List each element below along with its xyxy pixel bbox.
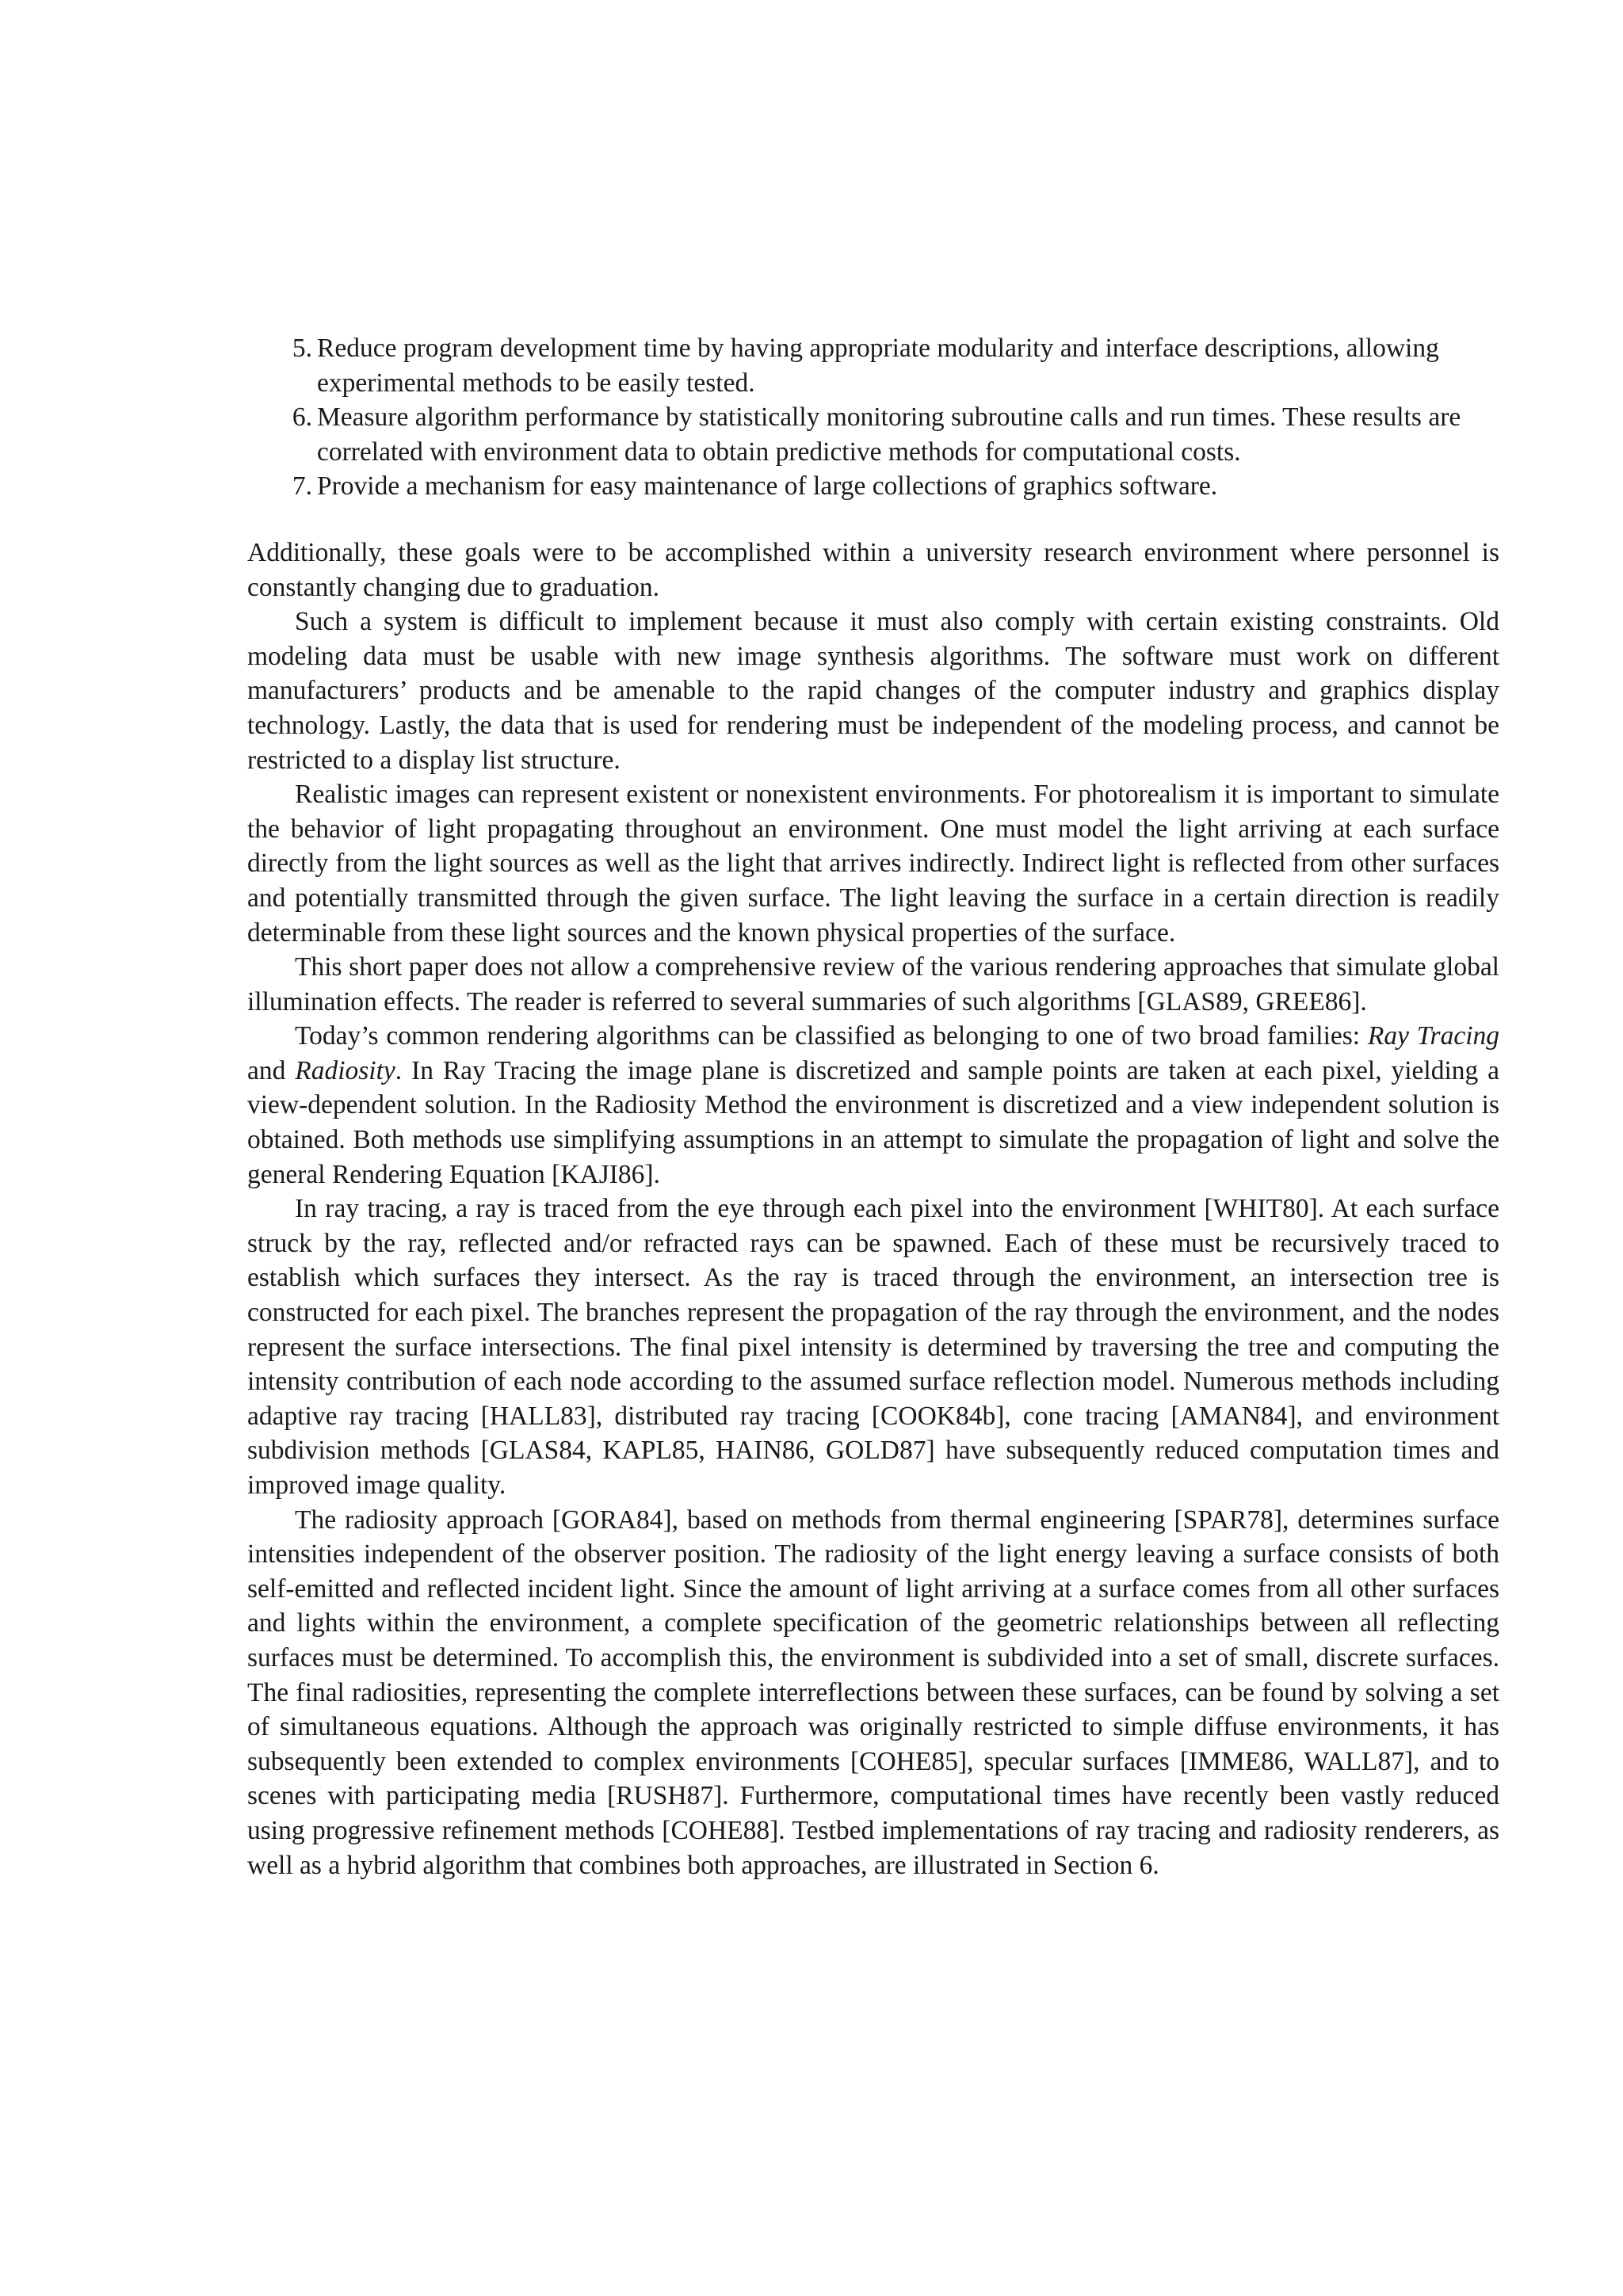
emphasis-radiosity: Radiosity bbox=[295, 1055, 395, 1085]
paragraph-radiosity: The radiosity approach [GORA84], based on methods from thermal engineering [SPAR78], determines surface intensities independent of the observer position. The radiosity of the light energy leaving a surface consists of both self-emitted and reflected incident light. Since the amount of light arriving at a surface comes from all other surfaces and lights within the environment, a complete specification of the geometric relationships between all reflecting surfaces must be determined. To accomplish this, the environment is subdivided into a set of small, discrete surfaces. The final radiosities, representing the complete interreflections between these surfaces, can be found by solving a set of simultaneous equations. Although the approach was originally restricted to simple diffuse environments, it has subsequently been extended to complex environments [COHE85], specular surfaces [IMME86, WALL87], and to scenes with participating media [RUSH87]. Furthermore, computational times have recently been vastly reduced using progressive refinement methods [COHE88]. Testbed implementations of ray tracing and radiosity renderers, as well as a hybrid algorithm that combines both approaches, are illustrated in Section 6. bbox=[247, 1505, 1499, 1880]
list-text: Provide a mechanism for easy maintenance of large collections of graphics software. bbox=[317, 471, 1218, 502]
list-number: 5. bbox=[292, 334, 312, 363]
goals-list bbox=[247, 331, 1499, 504]
text-span: and bbox=[247, 1055, 286, 1085]
list-item bbox=[247, 331, 1499, 400]
list-text: Reduce program development time by having appropriate modularity and interface descriptions, allowing experimental methods to be easily tested. bbox=[317, 334, 1439, 398]
paragraph-ray-tracing: In ray tracing, a ray is traced from the eye through each pixel into the environment [WHIT80]. At each surface struck by the ray, reflected and/or refracted rays can be spawned. Each of these must be recursively traced to establish which surfaces they intersect. As the ray is traced through the environment, an intersection tree is constructed for each pixel. The branches represent the propagation of the ray through the environment, and the nodes represent the surface intersections. The final pixel intensity is determined by traversing the tree and computing the intensity contribution of each node according to the assumed surface reflection model. Numerous methods including adaptive ray tracing [HALL83], distributed ray tracing [COOK84b], cone tracing [AMAN84], and environment subdivision methods [GLAS84, KAPL85, HAIN86, GOLD87] have subsequently reduced computation times and improved image quality. bbox=[247, 1194, 1499, 1500]
paragraph-algorithm-families bbox=[247, 1019, 1499, 1192]
paragraph-constraints: Such a system is difficult to implement because it must also comply with certain existing constraints. Old modeling data must be usable with new image synthesis algorithms. The software must work on different manufacturers’ products and be amenable to the rapid changes of the computer industry and graphics display technology. Lastly, the data that is used for rendering must be independent of the modeling process, and cannot be restricted to a display list structure. bbox=[247, 607, 1499, 775]
list-number: 6. bbox=[292, 402, 312, 433]
list-number: 7. bbox=[292, 471, 312, 502]
paragraph-review: This short paper does not allow a comprehensive review of the various rendering approaches that simulate global illumination effects. The reader is referred to several summaries of such algorithms [GLAS89, GREE86]. bbox=[247, 952, 1499, 1016]
list-text: Measure algorithm performance by statistically monitoring subroutine calls and run times. These results are correlated with environment data to obtain predictive methods for computational costs. bbox=[317, 402, 1461, 467]
paragraph-realistic-images: Realistic images can represent existent or nonexistent environments. For photorealism it is important to simulate the behavior of light propagating throughout an environment. One must model the light arriving at each surface directly from the light sources as well as the light that arrives indirectly. Indirect light is reflected from other surfaces and potentially transmitted through the given surface. The light leaving the surface in a certain direction is readily determinable from these light sources and the known physical properties of the surface. bbox=[247, 780, 1499, 948]
page-body bbox=[247, 331, 1499, 1882]
emphasis-ray-tracing: Ray Tracing bbox=[1367, 1021, 1500, 1051]
list-item bbox=[247, 469, 1499, 504]
paragraph-additionally: Additionally, these goals were to be accomplished within a university research environment where personnel is constantly changing due to graduation. bbox=[247, 537, 1499, 602]
text-span: . In Ray Tracing the image plane is discretized and sample points are taken at each pixel, yielding a view-dependent solution. In the Radiosity Method the environment is discretized and a view independent solution is obtained. Both methods use simplifying assumptions in an attempt to simulate the propagation of light and solve the general Rendering Equation [KAJI86]. bbox=[247, 1055, 1499, 1189]
text-span: Today’s common rendering algorithms can be classified as belonging to one of two broad families: bbox=[295, 1021, 1361, 1051]
list-item bbox=[247, 400, 1499, 469]
